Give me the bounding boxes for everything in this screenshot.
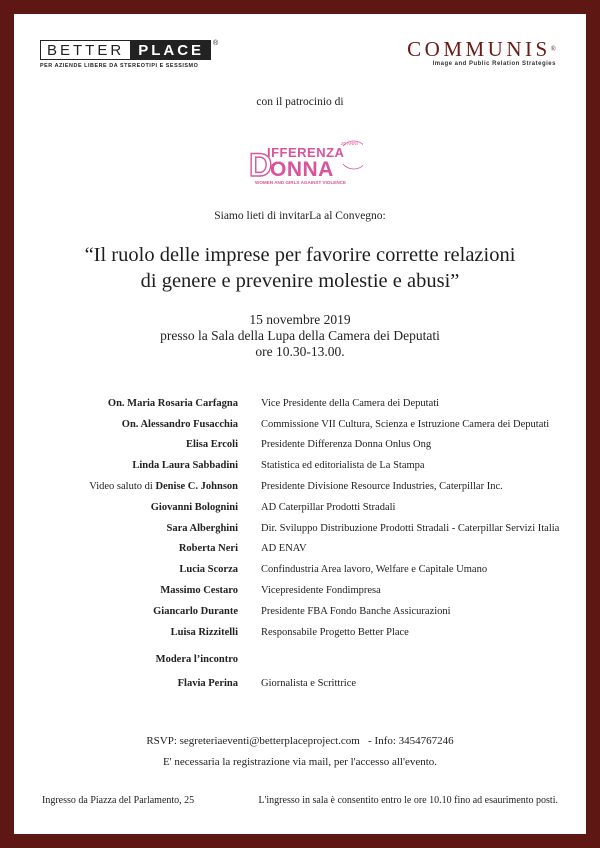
speaker-name: Giovanni Bolognini	[150, 501, 238, 513]
speaker-name: On. Maria Rosaria Carfagna	[107, 397, 238, 409]
rsvp-line: RSVP: segreteriaeventi@betterplaceproject.com - Info: 3454767246	[146, 735, 454, 747]
communis-name: COMMUNIS	[407, 37, 551, 61]
speaker-row	[30, 414, 559, 435]
video-greeting-prefix: Video saluto di	[89, 481, 156, 493]
registered-mark: ®	[213, 40, 222, 47]
speaker-name: On. Alessandro Fusacchia	[121, 418, 238, 430]
speaker-row	[30, 435, 559, 456]
logo-word-donna: ONNA	[270, 158, 334, 181]
speaker-row	[30, 455, 559, 476]
speaker-row	[30, 559, 559, 580]
moderator-name: Flavia Perina	[177, 678, 238, 689]
speaker-row	[30, 580, 559, 601]
title-line-1: “Il ruolo delle imprese per favorire corrette relazioni	[84, 244, 516, 266]
speaker-row	[30, 393, 559, 414]
patrocinio-text: con il patrocinio di	[256, 96, 344, 108]
speaker-role: AD Caterpillar Prodotti Stradali	[261, 501, 396, 513]
differenza-donna-logo	[243, 138, 363, 190]
speaker-role: Responsabile Progetto Better Place	[261, 626, 409, 638]
speaker-name: Massimo Cestaro	[160, 585, 238, 597]
speaker-role: Statistica ed editorialista de La Stampa	[261, 460, 425, 472]
speaker-name: Linda Laura Sabbadini	[132, 460, 238, 472]
speaker-name: Roberta Neri	[178, 543, 238, 555]
speaker-name-with-prefix	[30, 476, 261, 497]
betterplace-logo	[40, 40, 221, 69]
speaker-role: Presidente Differenza Donna Onlus Ong	[261, 439, 432, 451]
speaker-role: AD ENAV	[261, 543, 307, 555]
communis-logo	[407, 38, 556, 67]
betterplace-tagline: PER AZIENDE LIBERE DA STEREOTIPI E SESSISMO	[40, 63, 199, 69]
speaker-role: Vice Presidente della Camera dei Deputati	[261, 397, 440, 409]
speaker-row	[30, 601, 559, 622]
speaker-name: Sara Alberghini	[166, 522, 238, 534]
speaker-row	[30, 497, 559, 518]
event-details	[0, 312, 600, 360]
footer-access-note: L'ingresso in sala è consentito entro le ore 10.10 fino ad esaurimento posti.	[258, 795, 558, 806]
conference-title	[0, 242, 600, 294]
speaker-name: Denise C. Johnson	[155, 481, 238, 493]
speaker-row	[30, 539, 559, 560]
communis-tagline: Image and Public Relation Strategies	[432, 61, 556, 67]
speaker-name: Elisa Ercoli	[185, 439, 238, 451]
speaker-row	[30, 518, 559, 539]
footer-entrance: Ingresso da Piazza del Parlamento, 25	[42, 795, 195, 806]
registered-mark: ®	[550, 45, 556, 53]
event-date: 15 novembre 2019	[249, 312, 351, 327]
invitation-text: Siamo lieti di invitarLa al Convegno:	[214, 210, 386, 222]
speaker-role: Confindustria Area lavoro, Welfare e Capitale Umano	[261, 564, 488, 576]
moderator-row	[30, 678, 356, 689]
event-time: ore 10.30-13.00.	[255, 344, 345, 359]
speaker-name: Giancarlo Durante	[153, 605, 238, 617]
speaker-role: Commissione VII Cultura, Scienza e Istruzione Camera dei Deputati	[261, 418, 550, 430]
logo-subtitle: WOMEN AND GIRLS AGAINST VIOLENCE	[255, 180, 347, 185]
speaker-row	[30, 622, 559, 643]
speakers-table	[30, 393, 559, 643]
speaker-name: Luisa Rizzitelli	[170, 626, 238, 638]
logo-anni: 20 ANNI	[341, 141, 358, 146]
speaker-row	[30, 476, 559, 497]
speaker-role: Presidente Divisione Resource Industries, Caterpillar Inc.	[261, 481, 503, 493]
logo-word-place: PLACE	[131, 40, 211, 60]
registration-note: E' necessaria la registrazione via mail, per l'accesso all'evento.	[162, 756, 438, 768]
speaker-name: Lucia Scorza	[179, 564, 238, 576]
speaker-role: Presidente FBA Fondo Banche Assicurazioni	[261, 605, 451, 617]
logo-word-differenza: IFFERENZA	[267, 145, 345, 160]
moderator-heading: Modera l’incontro	[155, 654, 238, 665]
title-line-2: di genere e prevenire molestie e abusi”	[140, 270, 460, 292]
logo-big-d: D	[249, 147, 273, 183]
speaker-role: Vicepresidente Fondimpresa	[261, 585, 381, 597]
speaker-role: Dir. Sviluppo Distribuzione Prodotti Stradali - Caterpillar Servizi Italia	[261, 522, 560, 534]
moderator-role: Giornalista e Scrittrice	[261, 678, 357, 689]
logo-word-better: BETTER	[40, 40, 131, 60]
event-place: presso la Sala della Lupa della Camera dei Deputati	[160, 328, 440, 343]
